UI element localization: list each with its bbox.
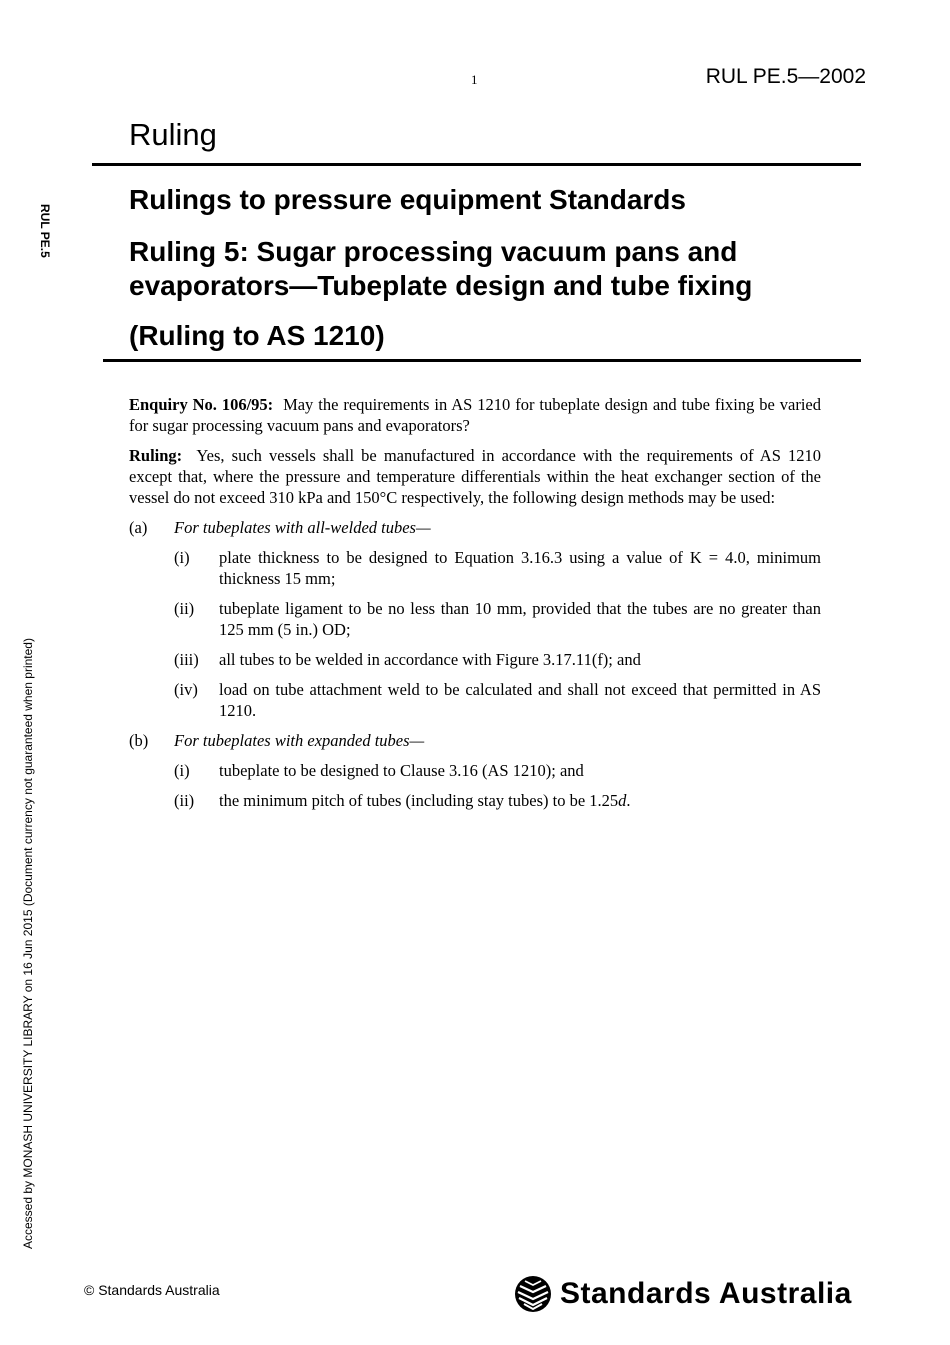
section-a-header xyxy=(129,517,821,538)
ruling-title-line-1: Ruling 5: Sugar processing vacuum pans and xyxy=(129,236,738,267)
list-item-text: load on tube attachment weld to be calculated and shall not exceed that permitted in AS 1210. xyxy=(219,680,821,720)
section-a-title: For tubeplates with all-welded tubes— xyxy=(174,518,431,537)
ruling-title-line-2: evaporators—Tubeplate design and tube fixing xyxy=(129,270,753,301)
list-item-label: (iv) xyxy=(174,680,198,699)
top-divider xyxy=(92,163,861,166)
list-item xyxy=(129,760,821,781)
section-a-label: (a) xyxy=(129,518,148,537)
list-item-label: (ii) xyxy=(174,599,195,618)
document-body xyxy=(129,394,821,820)
list-item-text xyxy=(219,790,821,811)
enquiry-text: May the requirements in AS 1210 for tubeplate design and tube fixing be varied for sugar processing vacuum pans and evaporators? xyxy=(129,395,822,435)
list-item-label: (i) xyxy=(174,761,190,780)
list-item-label: (iii) xyxy=(174,650,199,669)
page-number: 1 xyxy=(471,72,478,87)
standard-reference-heading: (Ruling to AS 1210) xyxy=(129,320,385,351)
series-heading: Rulings to pressure equipment Standards xyxy=(129,184,686,215)
list-item-text: all tubes to be welded in accordance with Figure 3.17.11(f); and xyxy=(219,650,641,669)
document-id: RUL PE.5—2002 xyxy=(705,65,866,88)
enquiry-label: Enquiry No. 106/95: xyxy=(129,395,274,414)
diameter-symbol: d xyxy=(618,791,627,810)
document-type-heading: Ruling xyxy=(129,117,217,152)
ruling-title xyxy=(129,235,849,303)
section-b-header xyxy=(129,730,821,751)
bottom-divider xyxy=(103,359,861,362)
list-item xyxy=(129,649,821,670)
list-item xyxy=(129,547,821,589)
logo-wordmark: Standards Australia xyxy=(560,1277,852,1310)
enquiry-paragraph xyxy=(129,394,821,436)
list-item xyxy=(129,598,821,640)
list-item-text: tubeplate to be designed to Clause 3.16 (AS 1210); and xyxy=(219,761,584,780)
list-item xyxy=(129,679,821,721)
pitch-text: the minimum pitch of tubes (including stay tubes) to be 1.25 xyxy=(219,791,619,810)
ruling-paragraph xyxy=(129,445,821,508)
standards-australia-emblem-icon xyxy=(514,1275,552,1313)
ruling-label: Ruling: xyxy=(129,446,183,465)
ruling-text: Yes, such vessels shall be manufactured in accordance with the requirements of AS 1210 except that, where the pressure and temperature differentials within the heat exchanger section of the vessel do not exceed 310 kPa and 150°C respectively, the following design methods may be used: xyxy=(129,446,822,507)
section-b-label: (b) xyxy=(129,731,149,750)
publisher-logo xyxy=(514,1275,852,1313)
list-item-text: tubeplate ligament to be no less than 10 mm, provided that the tubes are no greater than 125 mm (5 in.) OD; xyxy=(219,599,821,639)
copyright-notice: © Standards Australia xyxy=(84,1282,220,1298)
pitch-text-end: . xyxy=(626,791,631,810)
sidebar-document-code: RUL PE.5 xyxy=(38,204,52,258)
list-item xyxy=(129,790,821,811)
access-notice: Accessed by MONASH UNIVERSITY LIBRARY on 16 Jun 2015 (Document currency not guaranteed when printed) xyxy=(21,638,35,1249)
list-item-label: (ii) xyxy=(174,791,195,810)
section-b-title: For tubeplates with expanded tubes— xyxy=(174,731,425,750)
list-item-text: plate thickness to be designed to Equation 3.16.3 using a value of K = 4.0, minimum thickness 15 mm; xyxy=(219,548,821,588)
list-item-label: (i) xyxy=(174,548,190,567)
